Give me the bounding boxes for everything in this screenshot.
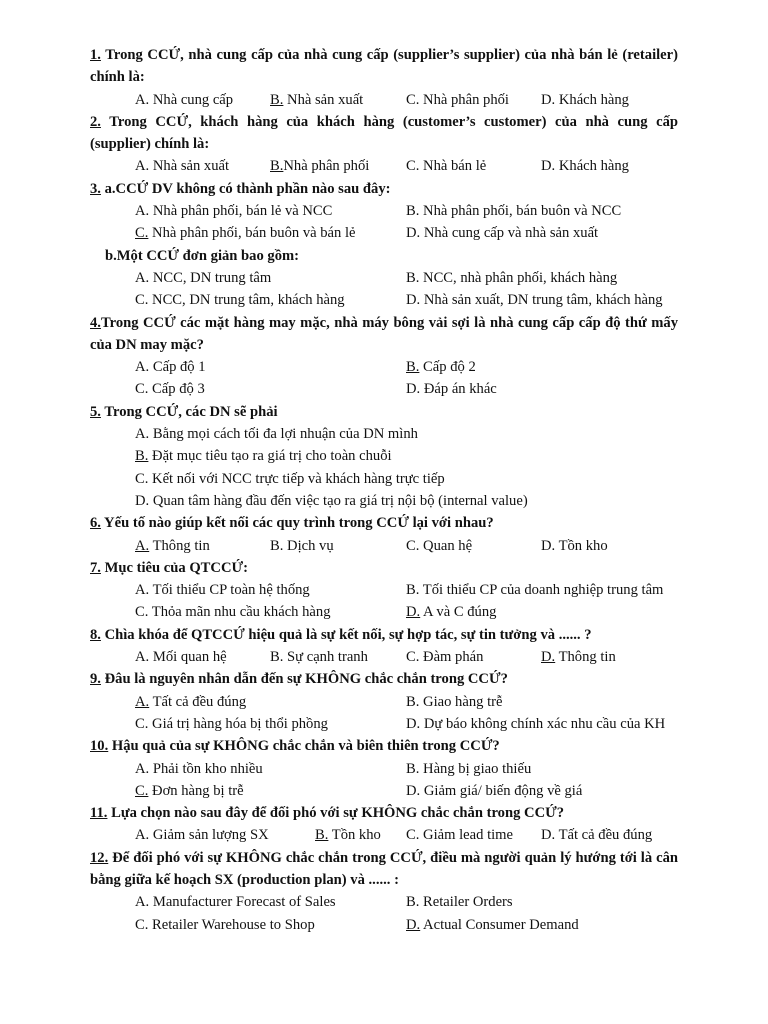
options-row [90, 601, 678, 623]
question-5: 5. Trong CCỨ, các DN sẽ phải [90, 403, 278, 420]
options-row [90, 914, 678, 936]
options-row [90, 691, 678, 713]
option-b: B. Cấp độ 2 [406, 359, 476, 376]
option-b: B. Dịch vụ [270, 537, 334, 554]
question-7: 7. Mục tiêu của QTCCỨ: [90, 559, 248, 576]
option-c: C. Thỏa mãn nhu cầu khách hàng [135, 604, 331, 621]
option-b: B. Nhà sản xuất [270, 91, 364, 108]
option-d: D. Nhà cung cấp và nhà sản xuất [406, 225, 599, 242]
option-c: C. NCC, DN trung tâm, khách hàng [135, 292, 345, 309]
option-c: C. Đàm phán [406, 649, 484, 666]
question-3b: b.Một CCỨ đơn giản bao gồm: [105, 247, 300, 264]
option-c: C. Quan hệ [406, 537, 473, 554]
option-d: D. Quan tâm hàng đầu đến việc tạo ra giá trị nội bộ (internal value) [135, 492, 528, 509]
option-a: A. Cấp độ 1 [135, 359, 206, 376]
options-row [90, 267, 678, 289]
question-6: 6. Yếu tố nào giúp kết nối các quy trình trong CCỨ lại với nhau? [90, 515, 494, 532]
question-4: 4.Trong CCỨ các mặt hàng may mặc, nhà máy bông vải sợi là nhà cung cấp cấp độ thứ mấy của DN may mặc? [90, 314, 678, 353]
option-c: C. Đơn hàng bị trễ [135, 782, 244, 799]
options-row [90, 824, 678, 846]
option-b: B.Nhà phân phối [270, 158, 370, 175]
option-a: A. Nhà cung cấp [135, 91, 234, 108]
option-a: A. Nhà sản xuất [135, 158, 230, 175]
option-b: B. Đặt mục tiêu tạo ra giá trị cho toàn chuỗi [135, 448, 392, 465]
option-a: A. Tất cả đều đúng [135, 693, 247, 710]
option-d: D. Tồn kho [541, 537, 608, 554]
option-d: D. Dự báo không chính xác nhu cầu của KH [406, 715, 666, 732]
option-a: A. NCC, DN trung tâm [135, 269, 272, 286]
option-b: B. Hàng bị giao thiếu [406, 760, 532, 777]
options-row [90, 289, 678, 311]
option-d: D. Tất cả đều đúng [541, 827, 653, 844]
question-8: 8. Chìa khóa để QTCCỨ hiệu quả là sự kết nối, sự hợp tác, sự tin tưởng và ...... ? [90, 626, 592, 643]
options-row [90, 646, 678, 668]
option-c: C. Kết nối với NCC trực tiếp và khách hàng trực tiếp [135, 470, 445, 487]
option-c: C. Giá trị hàng hóa bị thổi phồng [135, 715, 328, 732]
option-d: D. Khách hàng [541, 158, 629, 175]
option-a: A. Manufacturer Forecast of Sales [135, 894, 336, 911]
question-12: 12. Để đối phó với sự KHÔNG chắc chắn trong CCỨ, điều mà người quản lý hướng tới là cân bằng giữa kế hoạch SX (production plan) và ...... : [90, 849, 678, 888]
option-a: A. Mối quan hệ [135, 649, 227, 666]
option-d: D. Giảm giá/ biến động về giá [406, 782, 583, 799]
options-row [90, 200, 678, 222]
option-b: B. Giao hàng trễ [406, 693, 503, 710]
options-row [90, 378, 678, 400]
option-a: A. Tối thiểu CP toàn hệ thống [135, 582, 310, 599]
options-row [90, 222, 678, 244]
option-b: B. Retailer Orders [406, 894, 513, 911]
options-row [90, 89, 678, 111]
option-a: A. Nhà phân phối, bán lẻ và NCC [135, 203, 333, 220]
option-c: C. Retailer Warehouse to Shop [135, 916, 315, 933]
options-row [90, 535, 678, 557]
option-a: A. Bằng mọi cách tối đa lợi nhuận của DN mình [135, 426, 418, 443]
options-row [90, 356, 678, 378]
option-d: D. A và C đúng [406, 604, 497, 621]
question-10: 10. Hậu quả của sự KHÔNG chắc chắn và biên thiên trong CCỨ? [90, 738, 500, 755]
question-1: 1. Trong CCỨ, nhà cung cấp của nhà cung cấp (supplier’s supplier) của nhà bán lẻ (retailer) chính là: [90, 47, 678, 86]
option-c: C. Giảm lead time [406, 827, 514, 844]
question-3: 3. a.CCỨ DV không có thành phần nào sau đây: [90, 180, 391, 197]
options-row [90, 579, 678, 601]
option-d: D. Actual Consumer Demand [406, 916, 579, 933]
option-b: B. Nhà phân phối, bán buôn và NCC [406, 203, 622, 220]
question-2: 2. Trong CCỨ, khách hàng của khách hàng (customer’s customer) của nhà cung cấp (supplier) chính là: [90, 113, 678, 153]
option-d: D. Thông tin [541, 649, 616, 666]
option-c: C. Nhà bán lẻ [406, 158, 487, 175]
option-b: B. Tối thiểu CP của doanh nghiệp trung tâm [406, 582, 664, 599]
option-a: A. Giảm sản lượng SX [135, 827, 269, 844]
question-9: 9. Đâu là nguyên nhân dẫn đến sự KHÔNG chắc chắn trong CCỨ? [90, 671, 508, 688]
option-c: C. Nhà phân phối [406, 91, 509, 108]
options-row [90, 155, 678, 177]
option-b: B. Tồn kho [315, 827, 381, 844]
options-row [90, 758, 678, 780]
option-a: A. Phải tồn kho nhiều [135, 760, 263, 777]
option-c: C. Cấp độ 3 [135, 381, 205, 398]
options-row [90, 891, 678, 913]
option-d: D. Nhà sản xuất, DN trung tâm, khách hàng [406, 292, 663, 309]
option-a: A. Thông tin [135, 537, 210, 554]
question-11: 11. Lựa chọn nào sau đây để đối phó với sự KHÔNG chắc chắn trong CCỨ? [90, 805, 565, 822]
option-d: D. Đáp án khác [406, 381, 497, 398]
options-row [90, 780, 678, 802]
option-b: B. Sự cạnh tranh [270, 649, 368, 666]
option-d: D. Khách hàng [541, 91, 629, 108]
option-b: B. NCC, nhà phân phối, khách hàng [406, 269, 618, 286]
options-row [90, 713, 678, 735]
option-c: C. Nhà phân phối, bán buôn và bán lẻ [135, 225, 356, 242]
